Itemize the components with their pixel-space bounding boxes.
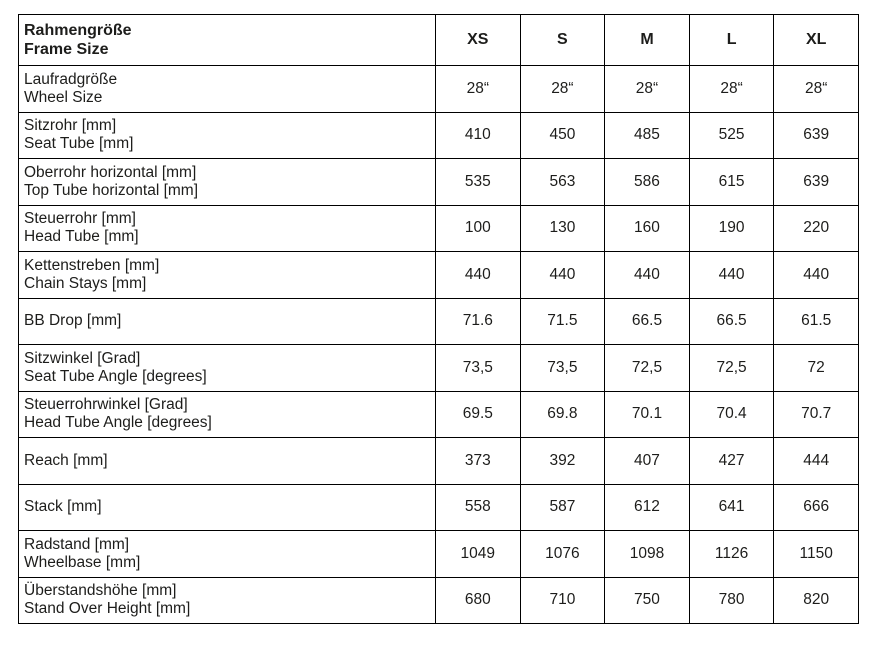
row-label: Laufradgröße Wheel Size [19,66,436,113]
cell-value: 612 [605,484,690,531]
header-row [19,15,859,66]
cell-value: 407 [605,438,690,485]
cell-value: 69.5 [436,391,521,438]
cell-value: 73,5 [436,345,521,392]
table-row-wheel-size [19,66,859,113]
cell-value: 71.6 [436,298,521,345]
cell-value: 444 [774,438,859,485]
cell-value: 440 [605,252,690,299]
row-label: Sitzwinkel [Grad] Seat Tube Angle [degrees] [19,345,436,392]
cell-value: 1076 [520,531,605,578]
row-label: Steuerrohr [mm] Head Tube [mm] [19,205,436,252]
cell-value: 73,5 [520,345,605,392]
cell-value: 820 [774,577,859,624]
table-row-wheelbase [19,531,859,578]
cell-value: 28“ [605,66,690,113]
cell-value: 61.5 [774,298,859,345]
table-row-head-tube-angle [19,391,859,438]
column-header-xs: XS [436,15,521,66]
cell-value: 710 [520,577,605,624]
row-label: Stack [mm] [19,484,436,531]
cell-value: 1150 [774,531,859,578]
cell-value: 66.5 [689,298,774,345]
cell-value: 66.5 [605,298,690,345]
cell-value: 392 [520,438,605,485]
cell-value: 28“ [520,66,605,113]
row-label: Radstand [mm] Wheelbase [mm] [19,531,436,578]
cell-value: 440 [774,252,859,299]
corner-header-cell [19,15,436,66]
table-row-head-tube [19,205,859,252]
corner-title-de: Rahmengröße [24,22,132,39]
cell-value: 525 [689,112,774,159]
cell-value: 100 [436,205,521,252]
cell-value: 780 [689,577,774,624]
row-label: Oberrohr horizontal [mm] Top Tube horizontal [mm] [19,159,436,206]
cell-value: 72,5 [689,345,774,392]
corner-title-en: Frame Size [24,41,109,58]
row-label: Steuerrohrwinkel [Grad] Head Tube Angle [degrees] [19,391,436,438]
row-label: Sitzrohr [mm] Seat Tube [mm] [19,112,436,159]
cell-value: 639 [774,112,859,159]
cell-value: 440 [520,252,605,299]
cell-value: 1126 [689,531,774,578]
cell-value: 450 [520,112,605,159]
cell-value: 1098 [605,531,690,578]
cell-value: 666 [774,484,859,531]
row-label: BB Drop [mm] [19,298,436,345]
cell-value: 130 [520,205,605,252]
cell-value: 750 [605,577,690,624]
cell-value: 72 [774,345,859,392]
cell-value: 558 [436,484,521,531]
cell-value: 641 [689,484,774,531]
cell-value: 440 [689,252,774,299]
cell-value: 427 [689,438,774,485]
frame-size-geometry-table [18,14,859,624]
cell-value: 586 [605,159,690,206]
cell-value: 373 [436,438,521,485]
cell-value: 410 [436,112,521,159]
table-row-bb-drop [19,298,859,345]
cell-value: 440 [436,252,521,299]
cell-value: 587 [520,484,605,531]
cell-value: 70.1 [605,391,690,438]
table-row-seat-tube-angle [19,345,859,392]
cell-value: 28“ [689,66,774,113]
column-header-m: M [605,15,690,66]
cell-value: 28“ [436,66,521,113]
cell-value: 190 [689,205,774,252]
table-row-chain-stays [19,252,859,299]
table-row-top-tube [19,159,859,206]
cell-value: 71.5 [520,298,605,345]
row-label: Reach [mm] [19,438,436,485]
row-label: Überstandshöhe [mm] Stand Over Height [mm] [19,577,436,624]
cell-value: 70.4 [689,391,774,438]
cell-value: 535 [436,159,521,206]
cell-value: 485 [605,112,690,159]
column-header-s: S [520,15,605,66]
cell-value: 69.8 [520,391,605,438]
cell-value: 615 [689,159,774,206]
column-header-l: L [689,15,774,66]
cell-value: 563 [520,159,605,206]
table-row-stack [19,484,859,531]
row-label: Kettenstreben [mm] Chain Stays [mm] [19,252,436,299]
cell-value: 1049 [436,531,521,578]
cell-value: 220 [774,205,859,252]
table-row-stand-over-height [19,577,859,624]
cell-value: 28“ [774,66,859,113]
cell-value: 160 [605,205,690,252]
cell-value: 70.7 [774,391,859,438]
table-row-seat-tube [19,112,859,159]
cell-value: 680 [436,577,521,624]
column-header-xl: XL [774,15,859,66]
cell-value: 639 [774,159,859,206]
cell-value: 72,5 [605,345,690,392]
table-row-reach [19,438,859,485]
